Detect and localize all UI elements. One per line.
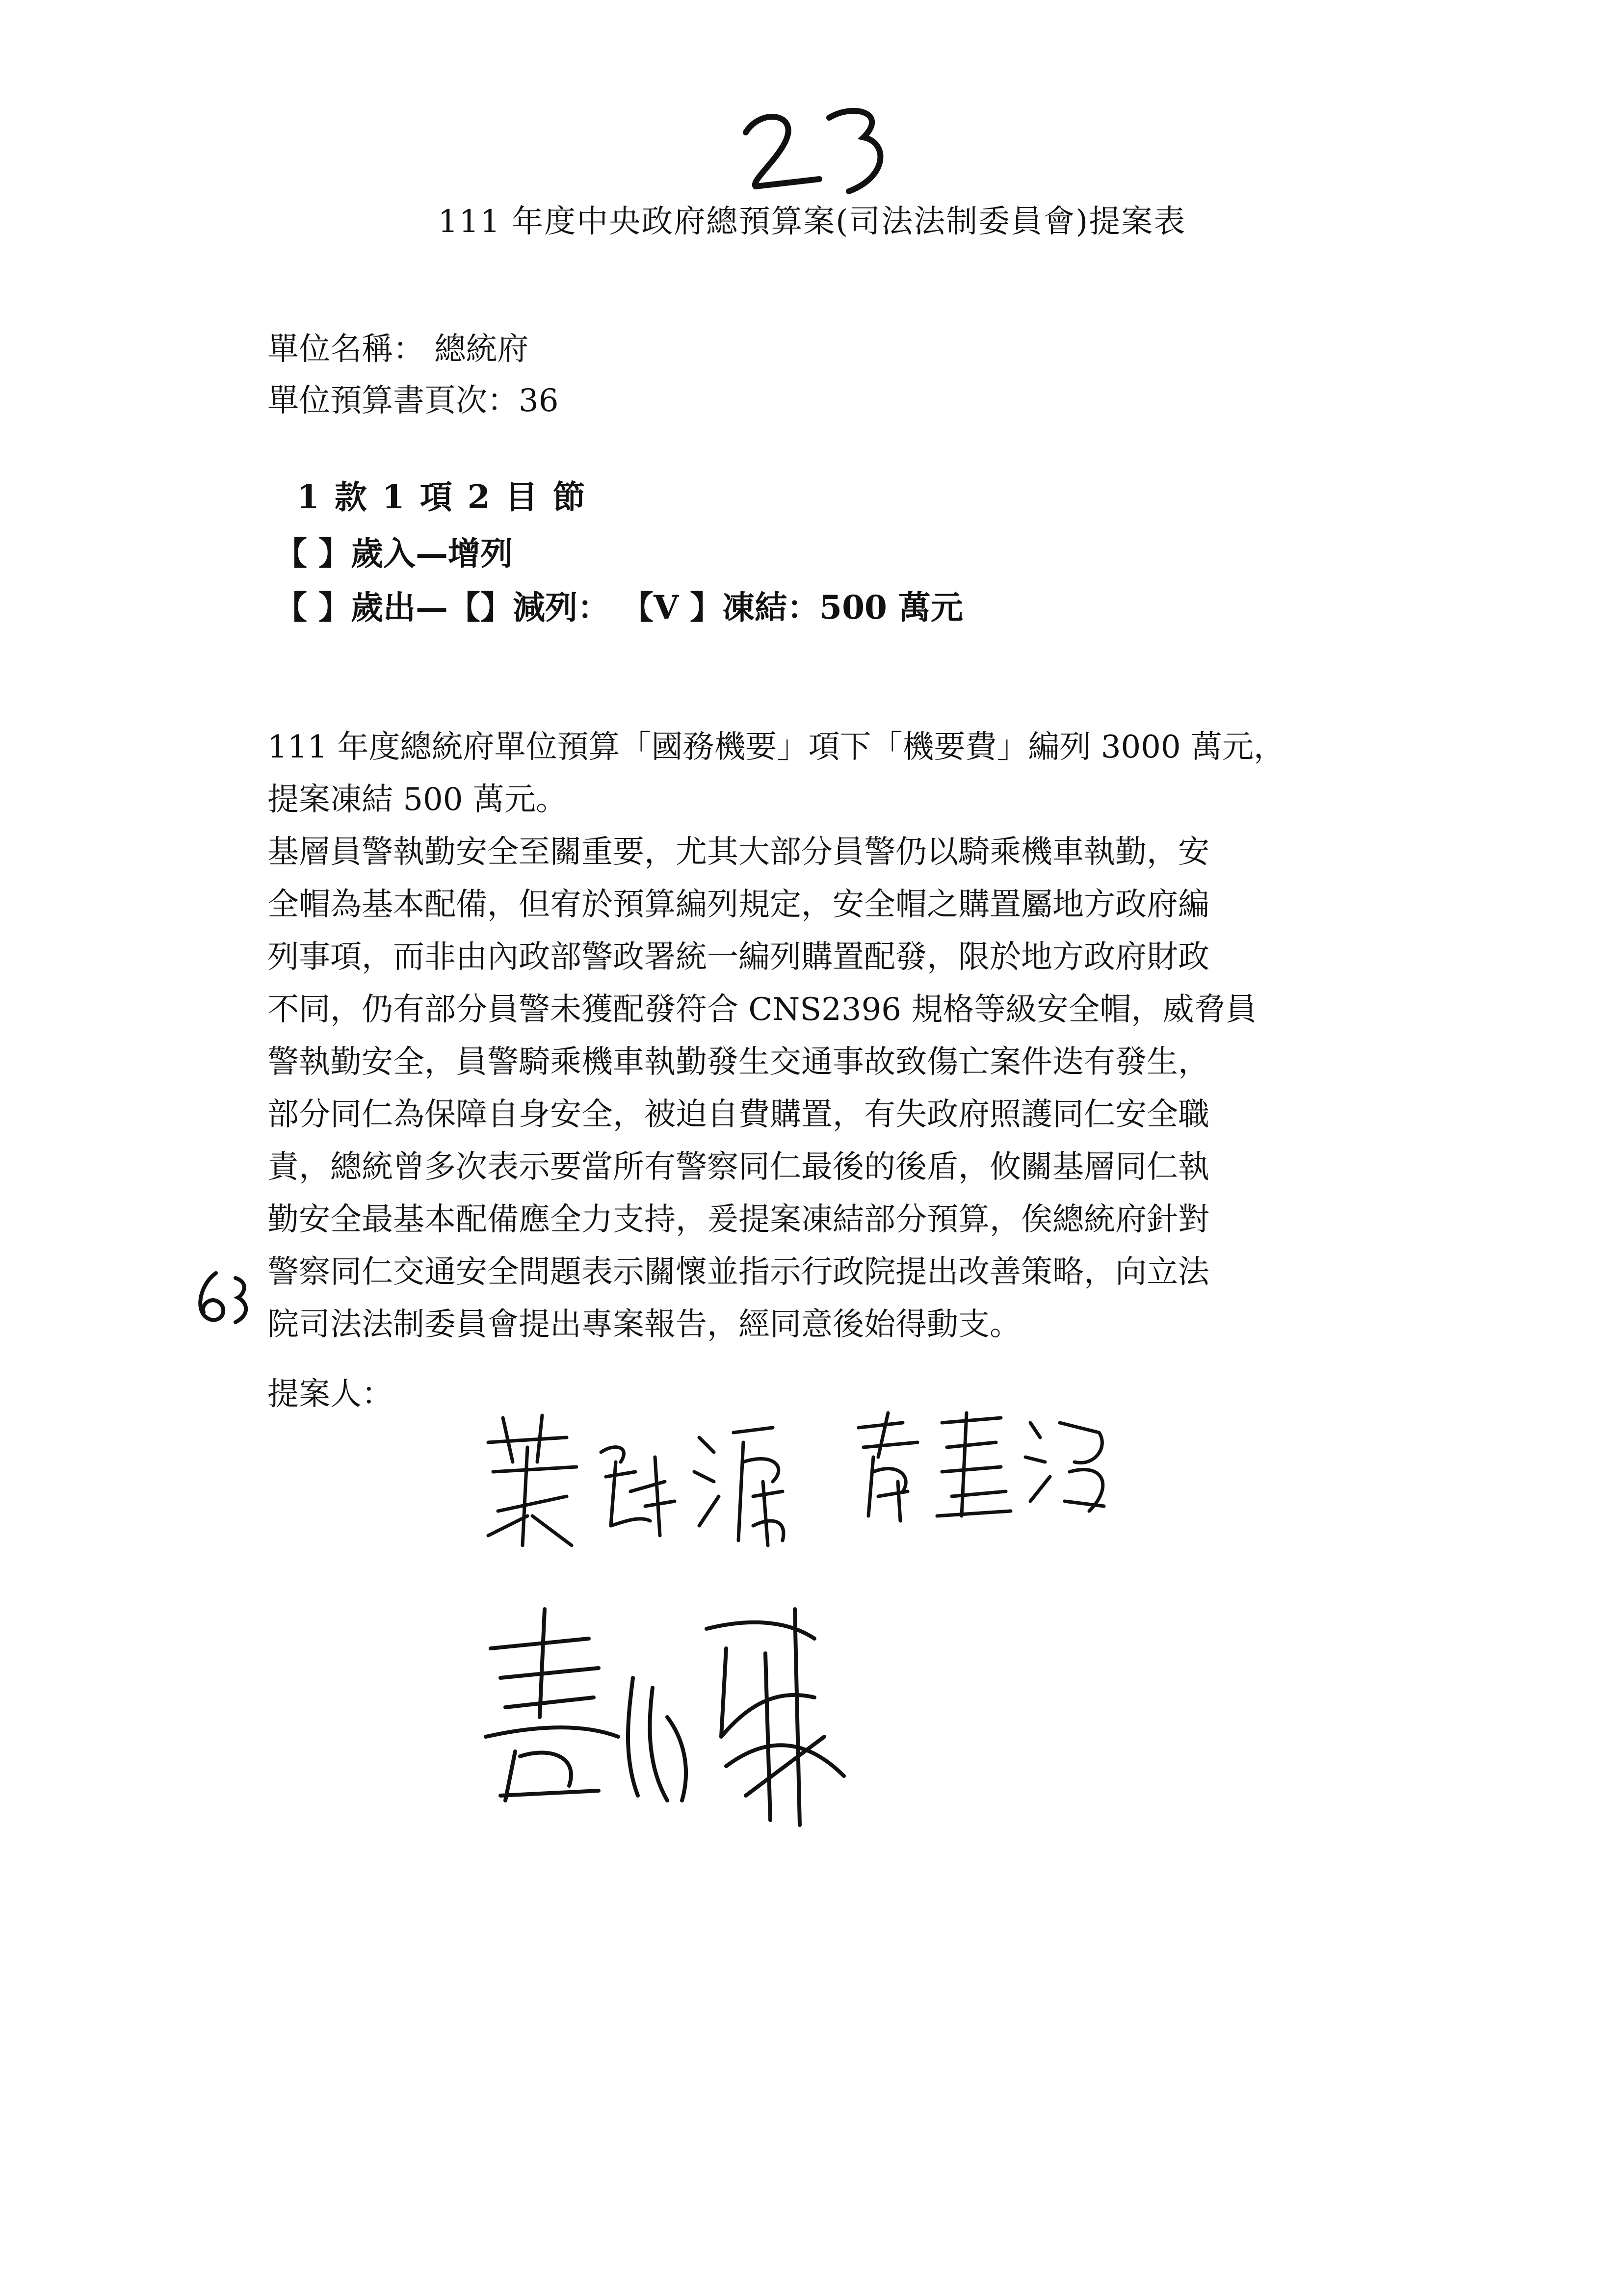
body-line: 不同，仍有部分員警未獲配發符合 CNS2396 規格等級安全帽，威脅員 [267, 991, 1257, 1028]
signature-1 [469, 1398, 822, 1560]
signature-2 [844, 1403, 1119, 1531]
signature-1-drawing [469, 1398, 822, 1560]
body-line: 列事項，而非由內政部警政署統一編列購置配發，限於地方政府財政 [267, 939, 1209, 975]
handwritten-page-number [726, 98, 903, 196]
revenue-option-line: 【 】歲入—增列 [275, 534, 513, 573]
body-line: 全帽為基本配備，但宥於預算編列規定，安全帽之購置屬地方政府編 [267, 887, 1209, 923]
body-line: 警察同仁交通安全問題表示關懷並指示行政院提出改善策略，向立法 [267, 1254, 1209, 1290]
body-line: 警執勤安全，員警騎乘機車執勤發生交通事故致傷亡案件迭有發生， [267, 1044, 1209, 1080]
body-line: 勤安全最基本配備應全力支持，爰提案凍結部分預算，俟總統府針對 [267, 1201, 1209, 1238]
body-line: 責，總統曾多次表示要當所有警察同仁最後的後盾，攸關基層同仁執 [267, 1149, 1209, 1185]
signature-2-drawing [844, 1403, 1119, 1531]
proposal-body [267, 721, 1445, 1351]
document-title: 111 年度中央政府總預算案(司法法制委員會)提案表 [438, 204, 1186, 240]
body-line: 基層員警執勤安全至關重要，尤其大部分員警仍以騎乘機車執勤，安 [267, 834, 1209, 870]
body-line: 院司法法制委員會提出專案報告，經同意後始得動支。 [267, 1306, 1021, 1343]
margin-note-drawing [189, 1261, 262, 1334]
unit-name: 單位名稱： 總統府 [267, 331, 529, 367]
body-line: 部分同仁為保障自身安全，被迫自費購置，有失政府照護同仁安全職 [267, 1096, 1209, 1133]
body-line: 111 年度總統府單位預算「國務機要」項下「機要費」編列 3000 萬元， [267, 729, 1285, 765]
budget-page-number: 單位預算書頁次：36 [267, 383, 559, 419]
expense-option-line: 【 】歲出—【】減列： 【V 】凍結：500 萬元 [275, 588, 963, 626]
body-line: 提案凍結 500 萬元。 [267, 782, 567, 818]
budget-item-line: 1 款 1 項 2 目 節 [297, 478, 587, 516]
handwritten-number-drawing [726, 98, 903, 196]
signature-3-drawing [471, 1590, 913, 1835]
handwritten-margin-note [189, 1261, 262, 1334]
signature-3 [471, 1590, 913, 1835]
proposer-label: 提案人： [267, 1376, 393, 1412]
